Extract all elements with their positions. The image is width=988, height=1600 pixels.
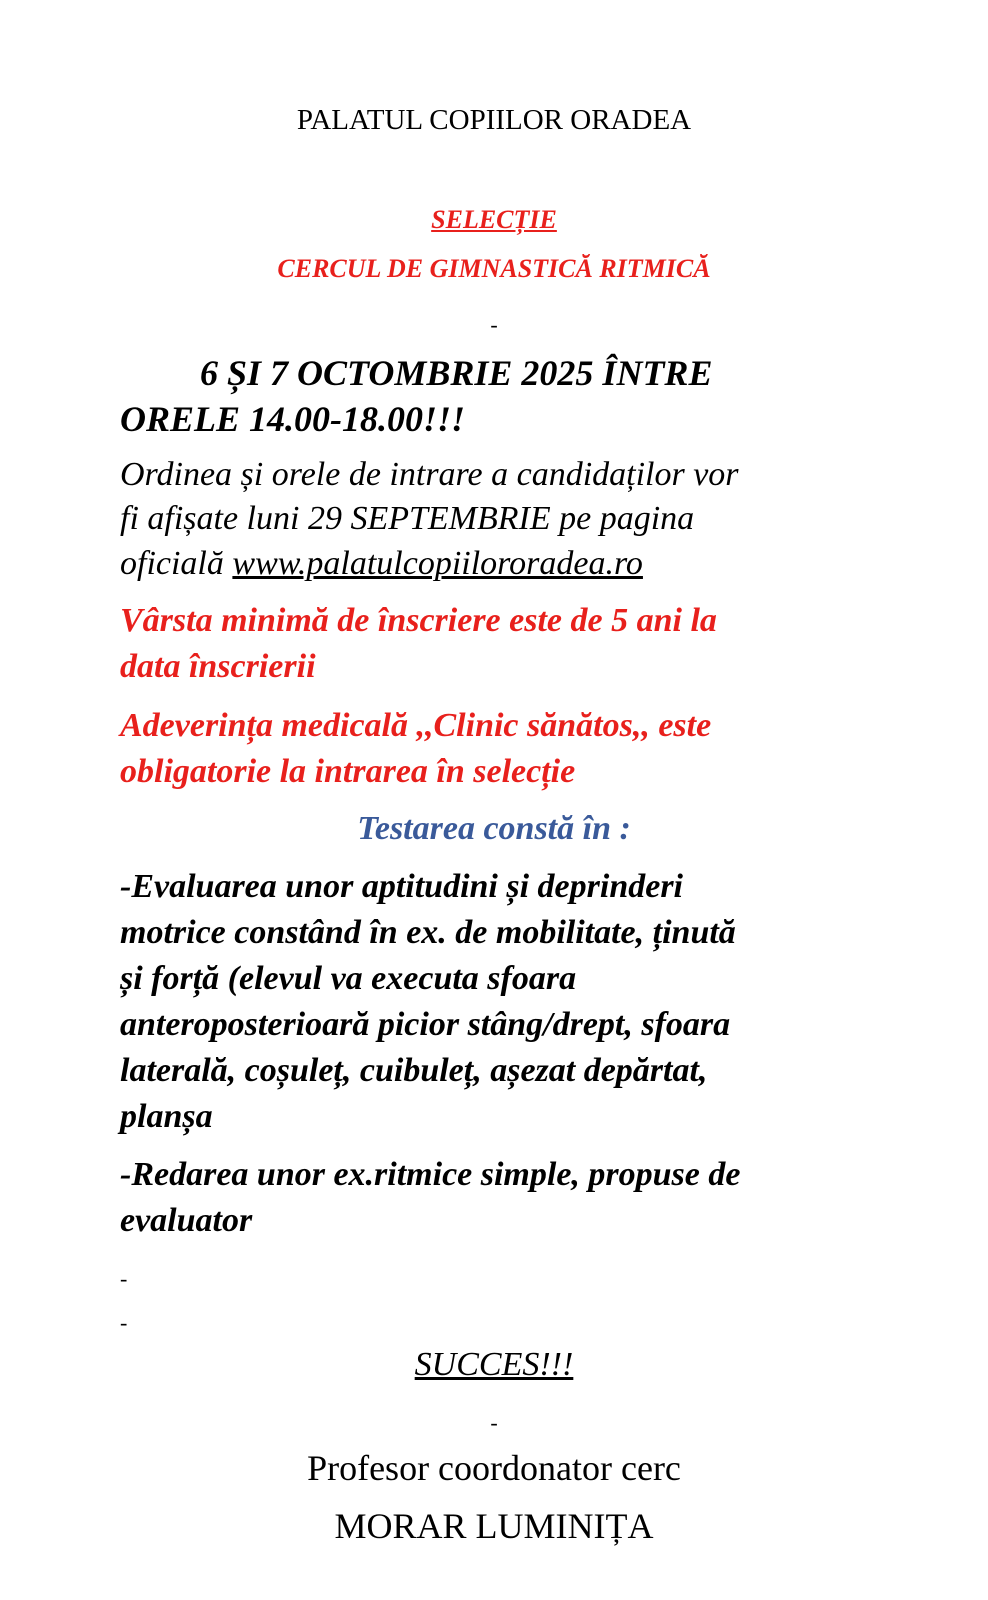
separator-dash: - <box>120 1310 128 1335</box>
evaluation-line-2: motrice constând în ex. de mobilitate, ținută <box>120 914 736 951</box>
min-age-line-1: Vârsta minimă de înscriere este de 5 ani la <box>120 602 717 639</box>
medical-cert-line-2: obligatorie la intrarea în selecție <box>120 753 576 790</box>
rhythm-line-2: evaluator <box>120 1202 253 1239</box>
date-line-2: ORELE 14.00-18.00!!! <box>120 399 466 439</box>
institution-header: PALATUL COPIILOR ORADEA <box>296 104 692 136</box>
selection-title: SELECȚIE <box>431 205 557 234</box>
official-prefix: oficială <box>120 545 233 582</box>
separator-dash: - <box>490 312 498 337</box>
website-link[interactable]: www.palatulcopiilororadea.ro <box>232 545 643 582</box>
order-text-line-2: fi afișate luni 29 SEPTEMBRIE pe pagina <box>120 500 695 537</box>
professor-title: Profesor coordonator cerc <box>307 1448 681 1488</box>
evaluation-line-3: și forță (elevul va executa sfoara <box>120 960 577 997</box>
medical-cert-line-1: Adeverința medicală ,,Clinic sănătos,, este <box>120 707 712 744</box>
professor-name: MORAR LUMINIȚA <box>334 1506 654 1546</box>
separator-dash: - <box>490 1410 498 1435</box>
evaluation-line-6: planșa <box>120 1098 213 1135</box>
success-message: SUCCES!!! <box>414 1346 574 1383</box>
order-text-line-1: Ordinea și orele de intrare a candidaților vor <box>120 456 739 493</box>
evaluation-line-1: -Evaluarea unor aptitudini și deprinderi <box>120 868 683 905</box>
min-age-line-2: data înscrierii <box>120 648 316 685</box>
club-name: CERCUL DE GIMNASTICĂ RITMICĂ <box>277 254 711 283</box>
rhythm-line-1: -Redarea unor ex.ritmice simple, propuse de <box>120 1156 741 1193</box>
evaluation-line-4: anteroposterioară picior stâng/drept, sfoara <box>120 1006 731 1043</box>
testing-heading: Testarea constă în : <box>357 810 631 847</box>
order-text-line-3 <box>120 545 643 583</box>
date-line-1: 6 ȘI 7 OCTOMBRIE 2025 ÎNTRE <box>200 353 713 393</box>
separator-dash: - <box>120 1266 128 1291</box>
evaluation-line-5: laterală, coșuleț, cuibuleț, așezat depărtat, <box>120 1052 708 1089</box>
